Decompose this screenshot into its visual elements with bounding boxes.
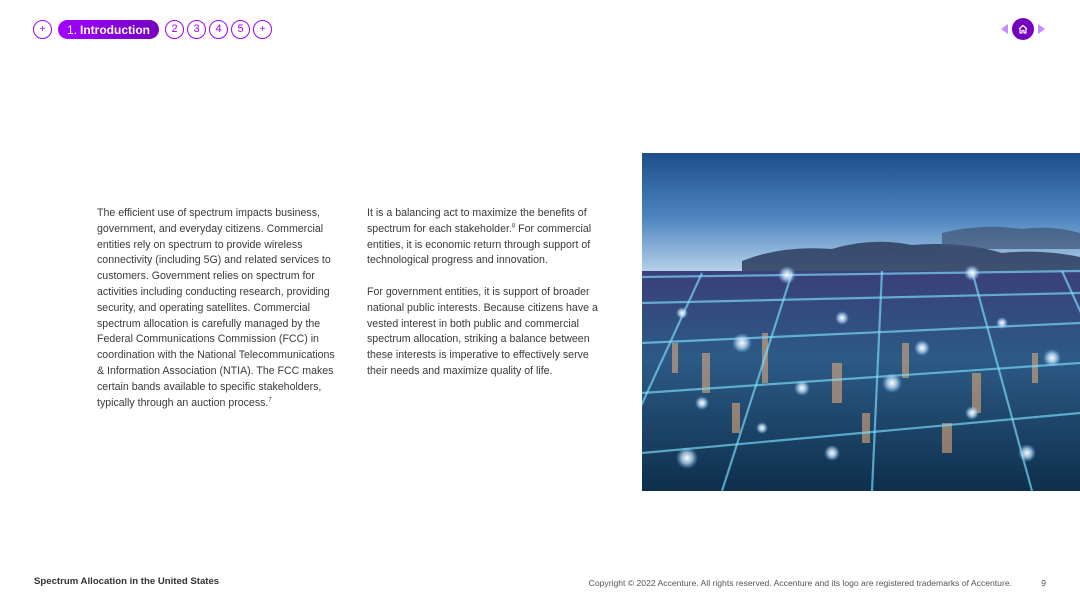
paragraph-text: For commercial entities, it is economic return through support of technological progress and innovation. — [367, 222, 592, 267]
paragraph-text: The efficient use of spectrum impacts business, government, and everyday citizens. Commercial entities rely on spectrum to provide wireless connectivity (including 5G) and related services to customers. Government relies on spectrum for activities including conducting research, providing security, and operating satellites. Commercial spectrum allocation is carefully managed by the Federal Communications Commission (FCC) in coordination with the National Telecommunications & Information Association (NTIA). The FCC makes certain bands available to specific stakeholders, typically through an auction process. — [97, 207, 335, 409]
footnote-ref[interactable]: 7 — [268, 397, 272, 404]
section-nav — [33, 20, 272, 39]
paragraph — [367, 206, 612, 269]
page-2-button[interactable]: 2 — [165, 20, 184, 39]
footnote-ref[interactable]: 8 — [511, 223, 516, 230]
body-column-right — [367, 206, 612, 380]
paragraph-text: It is a balancing act to maximize the benefits of spectrum for each stakeholder. — [367, 207, 587, 235]
copyright-notice: Copyright © 2022 Accenture. All rights reserved. Accenture and its logo are registered trademarks of Accenture. — [588, 578, 1012, 588]
city-network-image — [642, 153, 1080, 491]
page-4-button[interactable]: 4 — [209, 20, 228, 39]
page-3-button[interactable]: 3 — [187, 20, 206, 39]
prev-section-button[interactable]: + — [33, 20, 52, 39]
page-nav — [1001, 18, 1045, 40]
tab-number: 1. — [67, 22, 78, 37]
document-title: Spectrum Allocation in the United States — [34, 576, 220, 587]
home-icon[interactable] — [1012, 18, 1034, 40]
tab-introduction[interactable] — [58, 20, 159, 39]
tab-label: Introduction — [80, 22, 150, 37]
page-number: 9 — [1041, 578, 1046, 588]
paragraph: For government entities, it is support of broader national public interests. Because citizens have a vested interest in both public and commercial spectrum allocation, striking a balance between these interests is imperative to effectively serve their needs and maximize quality of life. — [367, 285, 598, 377]
triangle-right-icon[interactable] — [1038, 24, 1045, 34]
page-5-button[interactable]: 5 — [231, 20, 250, 39]
next-section-button[interactable]: + — [253, 20, 272, 39]
body-column-left — [97, 206, 342, 411]
triangle-left-icon[interactable] — [1001, 24, 1008, 34]
paragraph — [97, 206, 342, 411]
